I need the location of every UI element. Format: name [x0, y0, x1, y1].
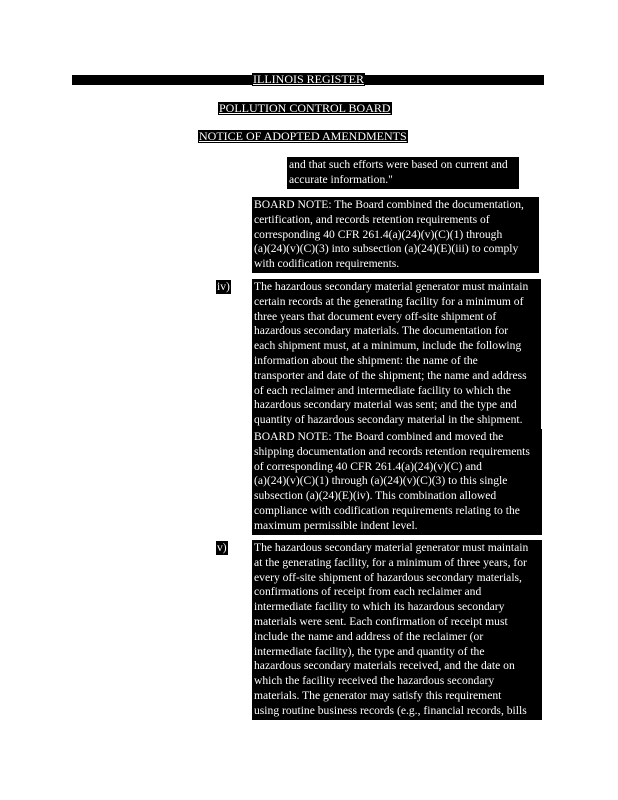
- text-line: (a)(24)(v)(C)(1) through (a)(24)(v)(C)(3) to this single: [254, 474, 508, 488]
- text-line: quantity of hazardous secondary material in the shipment.: [254, 413, 523, 427]
- text-line: every off-site shipment of hazardous secondary materials,: [254, 570, 522, 584]
- text-line: shipping documentation and records retention requirements: [254, 444, 530, 458]
- text-line: maximum permissible indent level.: [254, 518, 418, 532]
- text-line: confirmations of receipt from each reclaimer and: [254, 585, 482, 599]
- board-title: POLLUTION CONTROL BOARD: [219, 101, 391, 115]
- text-line: and that such efforts were based on current and: [289, 158, 508, 171]
- text-line: (a)(24)(v)(C)(3) into subsection (a)(24)(E)(iii) to comply: [254, 242, 519, 256]
- register-title: ILLINOIS REGISTER: [253, 72, 364, 86]
- text-line: with codification requirements.: [254, 257, 400, 271]
- item-iv-paragraph: [252, 279, 541, 429]
- text-line: materials. The generator may satisfy this requirement: [254, 688, 502, 702]
- text-line: certain records at the generating facility for a minimum of: [254, 294, 524, 308]
- text-line: BOARD NOTE: The Board combined the documentation,: [254, 198, 524, 211]
- text-line: at the generating facility, for a minimum of three years, for: [254, 555, 527, 569]
- text-line: The hazardous secondary material generator must maintain: [254, 280, 529, 293]
- text-line: of corresponding 40 CFR 261.4(a)(24)(v)(C) and: [254, 459, 482, 473]
- item-v-paragraph: [252, 540, 542, 720]
- text-line: hazardous secondary materials. The documentation for: [254, 324, 509, 338]
- text-line: certification, and records retention requirements of: [254, 212, 490, 226]
- board-note-2: [252, 429, 542, 535]
- text-line: corresponding 40 CFR 261.4(a)(24)(v)(C)(1) through: [254, 227, 503, 241]
- text-line: include the name and address of the reclaimer (or: [254, 629, 484, 643]
- text-line: compliance with codification requirements relating to the: [254, 503, 520, 517]
- text-line: BOARD NOTE: The Board combined and moved the: [254, 430, 504, 443]
- text-line: transporter and date of the shipment; the name and address: [254, 368, 527, 382]
- notice-title: NOTICE OF ADOPTED AMENDMENTS: [199, 129, 407, 143]
- text-line: accurate information.": [289, 172, 393, 186]
- continued-paragraph: [287, 157, 519, 189]
- text-line: three years that document every off-site shipment of: [254, 309, 497, 323]
- text-line: hazardous secondary material was sent; and the type and: [254, 398, 517, 412]
- board-note-1: [252, 197, 539, 273]
- text-line: using routine business records (e.g., financial records, bills: [254, 703, 527, 717]
- text-line: of each reclaimer and intermediate facility to which the: [254, 383, 511, 397]
- item-marker-v: v): [217, 541, 227, 554]
- text-line: intermediate facility), the type and quantity of the: [254, 644, 485, 658]
- text-line: each shipment must, at a minimum, include the following: [254, 339, 522, 353]
- item-marker-iv: iv): [217, 280, 230, 293]
- text-line: hazardous secondary materials received, and the date on: [254, 659, 515, 673]
- text-line: subsection (a)(24)(E)(iv). This combination allowed: [254, 489, 497, 503]
- text-line: which the facility received the hazardous secondary: [254, 674, 495, 688]
- text-line: information about the shipment: the name of the: [254, 353, 478, 367]
- text-line: The hazardous secondary material generator must maintain: [254, 541, 529, 554]
- text-line: intermediate facility to which its hazardous secondary: [254, 600, 505, 614]
- text-line: materials were sent. Each confirmation of receipt must: [254, 614, 508, 628]
